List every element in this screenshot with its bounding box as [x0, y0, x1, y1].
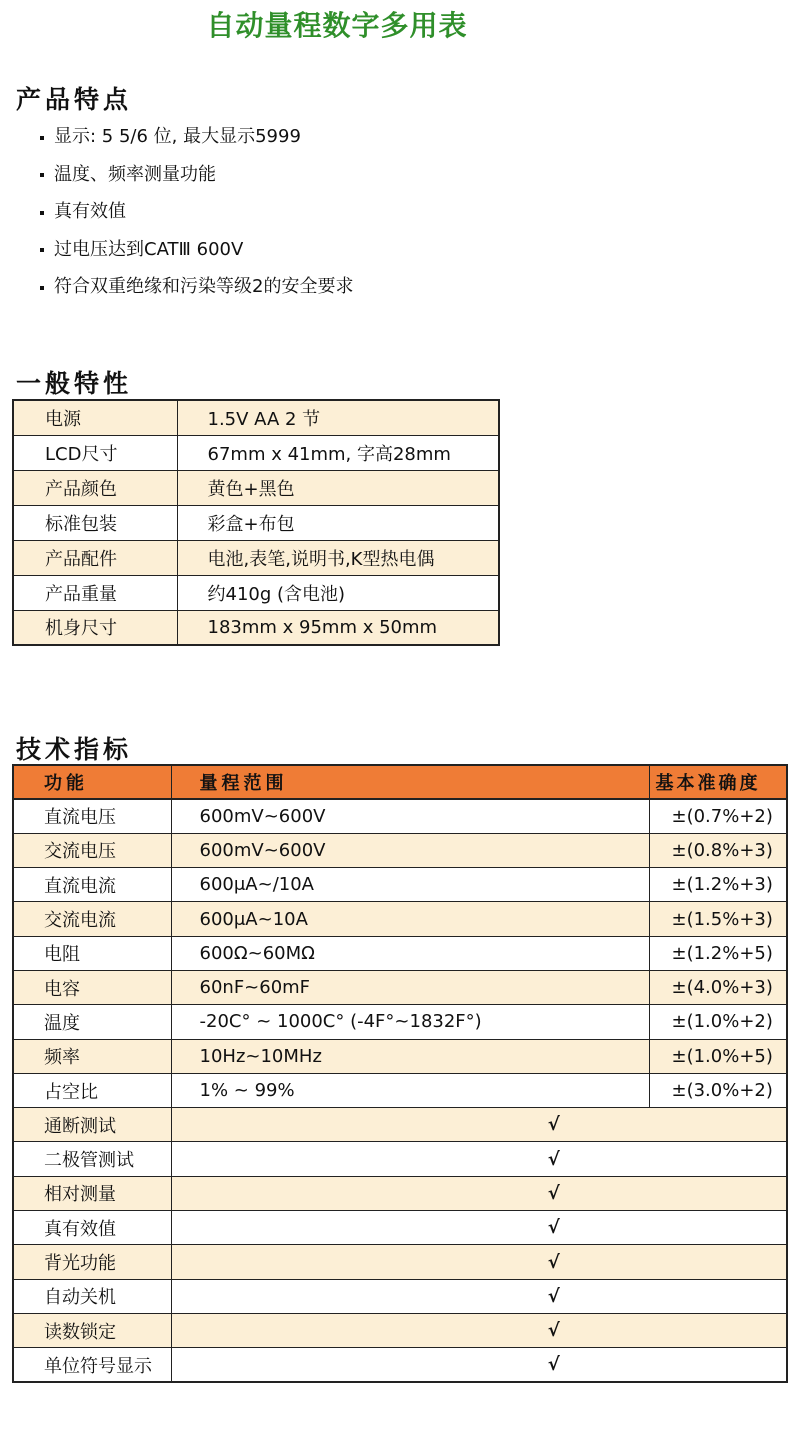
check-mark: √: [171, 1176, 787, 1210]
range-cell: -20C° ~ 1000C° (-4F°~1832F°): [171, 1005, 649, 1039]
list-item: [40, 118, 353, 156]
table-row: [13, 610, 499, 645]
accuracy-cell: ±(1.0%+5): [649, 1039, 787, 1073]
table-row: [13, 1108, 787, 1142]
function-cell: 单位符号显示: [13, 1348, 171, 1382]
table-row: [13, 505, 499, 540]
column-header-range: 量程范围: [171, 765, 649, 799]
function-cell: 电容: [13, 970, 171, 1004]
table-row: [13, 799, 787, 833]
range-cell: 1% ~ 99%: [171, 1073, 649, 1107]
spec-value: 电池,表笔,说明书,K型热电偶: [177, 540, 499, 575]
feature-text: 温度、频率测量功能: [54, 163, 216, 185]
table-row: [13, 936, 787, 970]
function-cell: 直流电流: [13, 868, 171, 902]
accuracy-cell: ±(4.0%+3): [649, 970, 787, 1004]
function-cell: 交流电压: [13, 833, 171, 867]
table-row: [13, 1348, 787, 1382]
check-mark: √: [171, 1245, 787, 1279]
spec-value: 彩盒+布包: [177, 505, 499, 540]
feature-text: 显示: 5 5/6 位, 最大显示5999: [54, 126, 301, 147]
page-title: 自动量程数字多用表: [206, 9, 468, 42]
table-row: [13, 1073, 787, 1107]
bullet-icon: [40, 211, 44, 215]
tech-specs-table: [12, 764, 788, 1383]
check-mark: √: [171, 1348, 787, 1382]
function-cell: 二极管测试: [13, 1142, 171, 1176]
function-cell: 直流电压: [13, 799, 171, 833]
function-cell: 温度: [13, 1005, 171, 1039]
range-cell: 10Hz~10MHz: [171, 1039, 649, 1073]
bullet-icon: [40, 286, 44, 290]
bullet-icon: [40, 173, 44, 177]
table-row: [13, 1313, 787, 1347]
function-cell: 交流电流: [13, 902, 171, 936]
spec-key: 机身尺寸: [13, 610, 177, 645]
function-cell: 占空比: [13, 1073, 171, 1107]
check-mark: √: [171, 1108, 787, 1142]
feature-text: 符合双重绝缘和污染等级2的安全要求: [54, 276, 354, 297]
table-row: [13, 1245, 787, 1279]
range-cell: 600μA~/10A: [171, 868, 649, 902]
feature-text: 真有效值: [54, 201, 126, 222]
feature-text: 过电压达到CATⅢ 600V: [54, 238, 244, 260]
range-cell: 600Ω~60MΩ: [171, 936, 649, 970]
list-item: [40, 268, 353, 306]
specs-heading: 技术指标: [16, 735, 133, 764]
table-row: [13, 1279, 787, 1313]
table-row: [13, 1142, 787, 1176]
list-item: [40, 156, 353, 194]
general-specs-table: [12, 399, 500, 646]
table-row: [13, 540, 499, 575]
check-mark: √: [171, 1211, 787, 1245]
table-row: [13, 435, 499, 470]
range-cell: 600mV~600V: [171, 833, 649, 867]
check-mark: √: [171, 1142, 787, 1176]
function-cell: 真有效值: [13, 1211, 171, 1245]
general-heading: 一般特性: [16, 369, 133, 398]
accuracy-cell: ±(3.0%+2): [649, 1073, 787, 1107]
range-cell: 60nF~60mF: [171, 970, 649, 1004]
column-header-accuracy: 基本准确度: [649, 765, 787, 799]
table-row: [13, 400, 499, 435]
accuracy-cell: ±(0.7%+2): [649, 799, 787, 833]
spec-key: 产品配件: [13, 540, 177, 575]
spec-key: 电源: [13, 400, 177, 435]
spec-key: 产品颜色: [13, 470, 177, 505]
function-cell: 相对测量: [13, 1176, 171, 1210]
list-item: [40, 231, 353, 269]
table-row: [13, 1005, 787, 1039]
table-row: [13, 868, 787, 902]
spec-value: 67mm x 41mm, 字高28mm: [177, 435, 499, 470]
column-header-function: 功能: [13, 765, 171, 799]
table-row: [13, 902, 787, 936]
table-row: [13, 1039, 787, 1073]
list-item: [40, 193, 353, 231]
accuracy-cell: ±(0.8%+3): [649, 833, 787, 867]
bullet-icon: [40, 136, 44, 140]
spec-key: 产品重量: [13, 575, 177, 610]
table-row: [13, 970, 787, 1004]
check-mark: √: [171, 1279, 787, 1313]
accuracy-cell: ±(1.5%+3): [649, 902, 787, 936]
table-row: [13, 575, 499, 610]
bullet-icon: [40, 248, 44, 252]
spec-value: 183mm x 95mm x 50mm: [177, 610, 499, 645]
check-mark: √: [171, 1313, 787, 1347]
function-cell: 通断测试: [13, 1108, 171, 1142]
spec-key: LCD尺寸: [13, 435, 177, 470]
spec-key: 标准包装: [13, 505, 177, 540]
accuracy-cell: ±(1.2%+3): [649, 868, 787, 902]
range-cell: 600mV~600V: [171, 799, 649, 833]
accuracy-cell: ±(1.0%+2): [649, 1005, 787, 1039]
function-cell: 读数锁定: [13, 1313, 171, 1347]
table-header-row: [13, 765, 787, 799]
features-list: [40, 118, 353, 306]
function-cell: 自动关机: [13, 1279, 171, 1313]
spec-value: 1.5V AA 2 节: [177, 400, 499, 435]
features-heading: 产品特点: [16, 85, 133, 114]
table-row: [13, 1211, 787, 1245]
table-row: [13, 470, 499, 505]
accuracy-cell: ±(1.2%+5): [649, 936, 787, 970]
table-row: [13, 1176, 787, 1210]
function-cell: 电阻: [13, 936, 171, 970]
spec-value: 黄色+黑色: [177, 470, 499, 505]
range-cell: 600μA~10A: [171, 902, 649, 936]
table-row: [13, 833, 787, 867]
function-cell: 背光功能: [13, 1245, 171, 1279]
function-cell: 频率: [13, 1039, 171, 1073]
spec-value: 约410g (含电池): [177, 575, 499, 610]
